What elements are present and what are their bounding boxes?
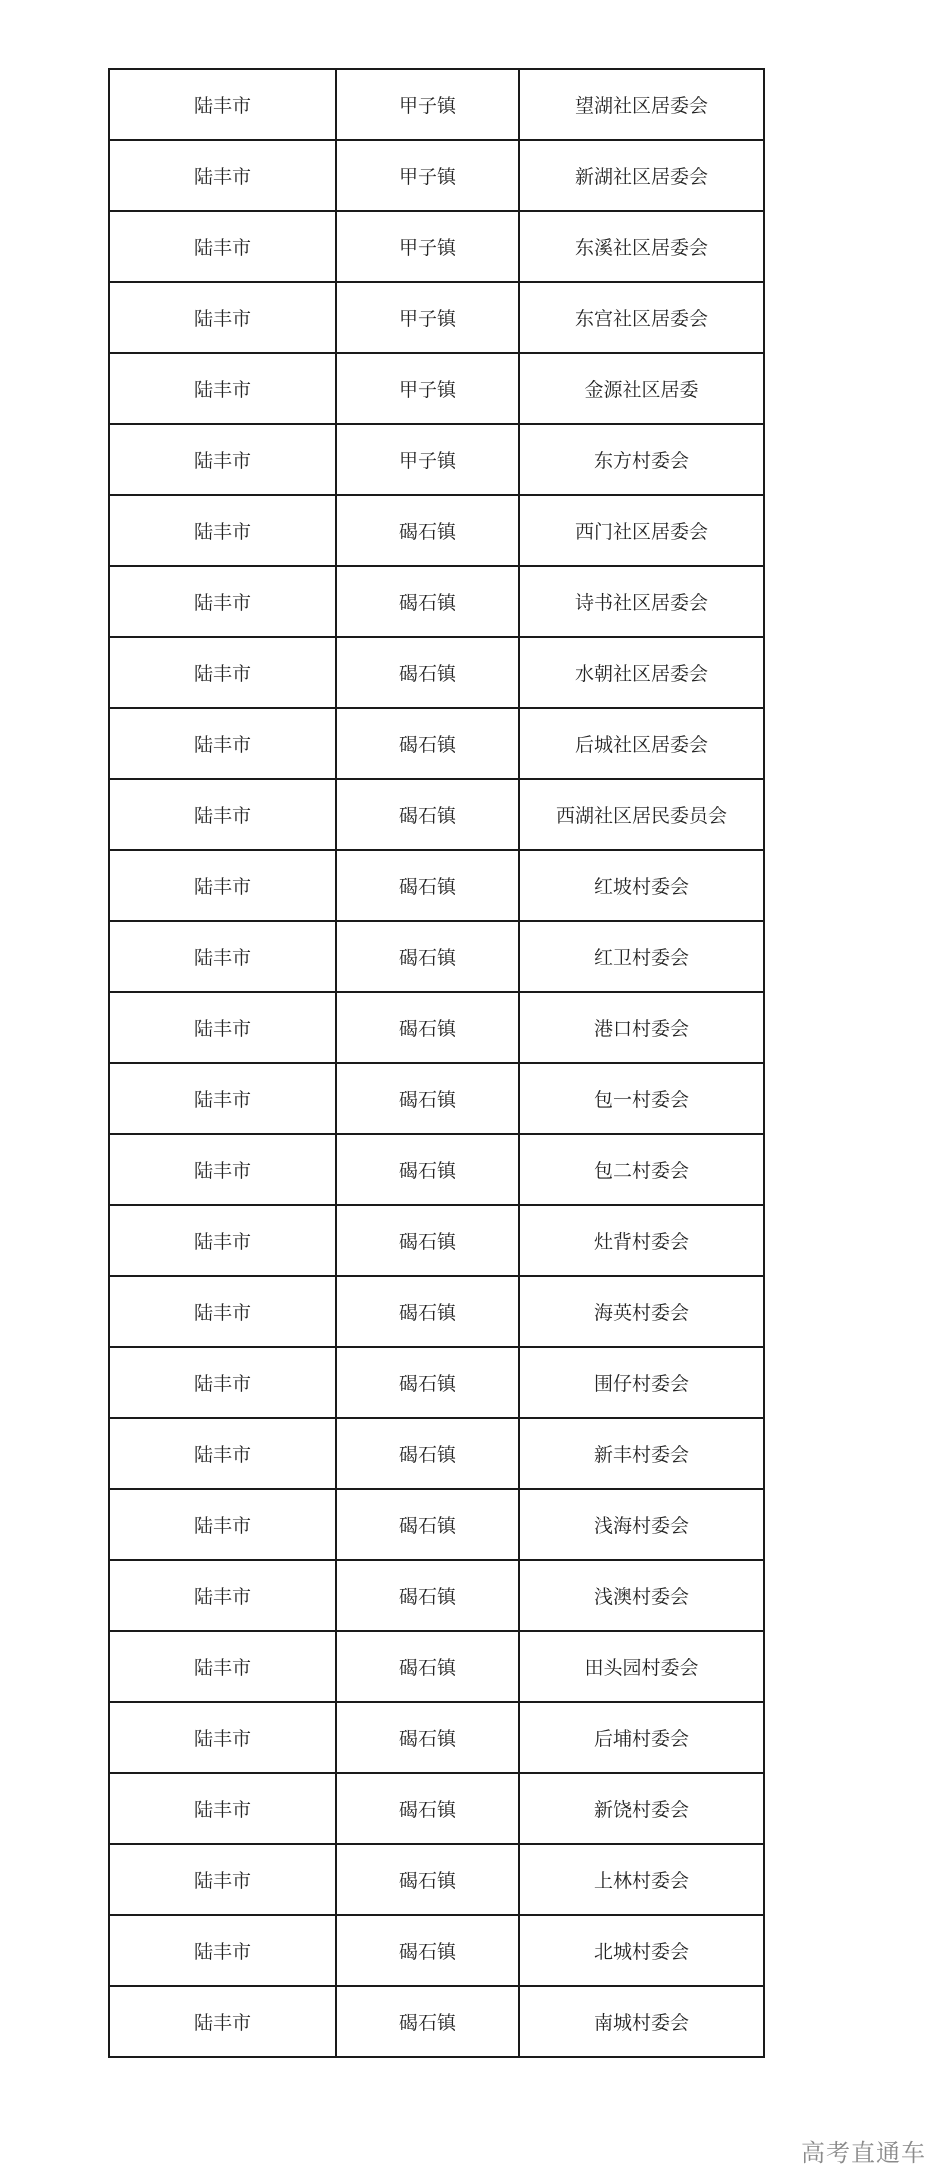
- table-row: [109, 1773, 764, 1844]
- table-row: [109, 850, 764, 921]
- town-cell: 甲子镇: [336, 353, 519, 424]
- table-row: [109, 992, 764, 1063]
- committee-cell: 望湖社区居委会: [519, 69, 764, 140]
- city-cell: 陆丰市: [109, 1631, 336, 1702]
- table-row: [109, 282, 764, 353]
- committee-cell: 诗书社区居委会: [519, 566, 764, 637]
- town-cell: 碣石镇: [336, 1489, 519, 1560]
- table-row: [109, 1418, 764, 1489]
- town-cell: 碣石镇: [336, 1205, 519, 1276]
- city-cell: 陆丰市: [109, 140, 336, 211]
- town-cell: 甲子镇: [336, 140, 519, 211]
- table-row: [109, 1063, 764, 1134]
- city-cell: 陆丰市: [109, 1844, 336, 1915]
- committee-cell: 包二村委会: [519, 1134, 764, 1205]
- city-cell: 陆丰市: [109, 353, 336, 424]
- town-cell: 碣石镇: [336, 1702, 519, 1773]
- table-row: [109, 637, 764, 708]
- watermark-text: 高考直通车: [801, 2139, 926, 2167]
- committee-cell: 北城村委会: [519, 1915, 764, 1986]
- table-row: [109, 1489, 764, 1560]
- town-cell: 碣石镇: [336, 992, 519, 1063]
- records-table: [108, 68, 765, 2058]
- table-row: [109, 140, 764, 211]
- city-cell: 陆丰市: [109, 1205, 336, 1276]
- committee-cell: 金源社区居委: [519, 353, 764, 424]
- committee-cell: 东方村委会: [519, 424, 764, 495]
- table-row: [109, 211, 764, 282]
- city-cell: 陆丰市: [109, 1702, 336, 1773]
- city-cell: 陆丰市: [109, 282, 336, 353]
- table-row: [109, 1915, 764, 1986]
- table-row: [109, 69, 764, 140]
- town-cell: 碣石镇: [336, 1986, 519, 2057]
- city-cell: 陆丰市: [109, 850, 336, 921]
- town-cell: 碣石镇: [336, 566, 519, 637]
- table-row: [109, 566, 764, 637]
- city-cell: 陆丰市: [109, 211, 336, 282]
- committee-cell: 水朝社区居委会: [519, 637, 764, 708]
- town-cell: 碣石镇: [336, 921, 519, 992]
- town-cell: 碣石镇: [336, 1631, 519, 1702]
- committee-cell: 后埔村委会: [519, 1702, 764, 1773]
- committee-cell: 新湖社区居委会: [519, 140, 764, 211]
- city-cell: 陆丰市: [109, 1915, 336, 1986]
- town-cell: 碣石镇: [336, 637, 519, 708]
- table-row: [109, 779, 764, 850]
- table-row: [109, 1560, 764, 1631]
- town-cell: 碣石镇: [336, 708, 519, 779]
- committee-cell: 灶背村委会: [519, 1205, 764, 1276]
- table-row: [109, 495, 764, 566]
- city-cell: 陆丰市: [109, 69, 336, 140]
- town-cell: 甲子镇: [336, 211, 519, 282]
- table-row: [109, 1276, 764, 1347]
- table-row: [109, 353, 764, 424]
- town-cell: 碣石镇: [336, 1844, 519, 1915]
- table-row: [109, 1986, 764, 2057]
- committee-cell: 新丰村委会: [519, 1418, 764, 1489]
- town-cell: 碣石镇: [336, 1418, 519, 1489]
- committee-cell: 上林村委会: [519, 1844, 764, 1915]
- city-cell: 陆丰市: [109, 992, 336, 1063]
- town-cell: 碣石镇: [336, 779, 519, 850]
- town-cell: 碣石镇: [336, 1347, 519, 1418]
- committee-cell: 东宫社区居委会: [519, 282, 764, 353]
- committee-cell: 后城社区居委会: [519, 708, 764, 779]
- table-row: [109, 1347, 764, 1418]
- town-cell: 碣石镇: [336, 1134, 519, 1205]
- city-cell: 陆丰市: [109, 921, 336, 992]
- city-cell: 陆丰市: [109, 1773, 336, 1844]
- town-cell: 碣石镇: [336, 1063, 519, 1134]
- committee-cell: 新饶村委会: [519, 1773, 764, 1844]
- table-row: [109, 424, 764, 495]
- committee-cell: 西门社区居委会: [519, 495, 764, 566]
- table-row: [109, 1631, 764, 1702]
- table-row: [109, 1702, 764, 1773]
- city-cell: 陆丰市: [109, 495, 336, 566]
- city-cell: 陆丰市: [109, 424, 336, 495]
- town-cell: 甲子镇: [336, 424, 519, 495]
- city-cell: 陆丰市: [109, 1560, 336, 1631]
- town-cell: 碣石镇: [336, 1560, 519, 1631]
- committee-cell: 西湖社区居民委员会: [519, 779, 764, 850]
- town-cell: 碣石镇: [336, 850, 519, 921]
- committee-cell: 围仔村委会: [519, 1347, 764, 1418]
- committee-cell: 港口村委会: [519, 992, 764, 1063]
- city-cell: 陆丰市: [109, 1347, 336, 1418]
- city-cell: 陆丰市: [109, 1134, 336, 1205]
- committee-cell: 包一村委会: [519, 1063, 764, 1134]
- committee-cell: 东溪社区居委会: [519, 211, 764, 282]
- table-row: [109, 708, 764, 779]
- committee-cell: 海英村委会: [519, 1276, 764, 1347]
- city-cell: 陆丰市: [109, 1986, 336, 2057]
- town-cell: 碣石镇: [336, 1276, 519, 1347]
- table-row: [109, 921, 764, 992]
- committee-cell: 田头园村委会: [519, 1631, 764, 1702]
- committee-cell: 南城村委会: [519, 1986, 764, 2057]
- city-cell: 陆丰市: [109, 566, 336, 637]
- town-cell: 碣石镇: [336, 1915, 519, 1986]
- town-cell: 碣石镇: [336, 1773, 519, 1844]
- city-cell: 陆丰市: [109, 1489, 336, 1560]
- records-table-body: [109, 69, 764, 2057]
- committee-cell: 浅澳村委会: [519, 1560, 764, 1631]
- table-row: [109, 1134, 764, 1205]
- city-cell: 陆丰市: [109, 1063, 336, 1134]
- committee-cell: 红卫村委会: [519, 921, 764, 992]
- city-cell: 陆丰市: [109, 1276, 336, 1347]
- town-cell: 碣石镇: [336, 495, 519, 566]
- table-row: [109, 1205, 764, 1276]
- town-cell: 甲子镇: [336, 282, 519, 353]
- city-cell: 陆丰市: [109, 708, 336, 779]
- town-cell: 甲子镇: [336, 69, 519, 140]
- city-cell: 陆丰市: [109, 1418, 336, 1489]
- table-row: [109, 1844, 764, 1915]
- city-cell: 陆丰市: [109, 779, 336, 850]
- committee-cell: 红坡村委会: [519, 850, 764, 921]
- committee-cell: 浅海村委会: [519, 1489, 764, 1560]
- city-cell: 陆丰市: [109, 637, 336, 708]
